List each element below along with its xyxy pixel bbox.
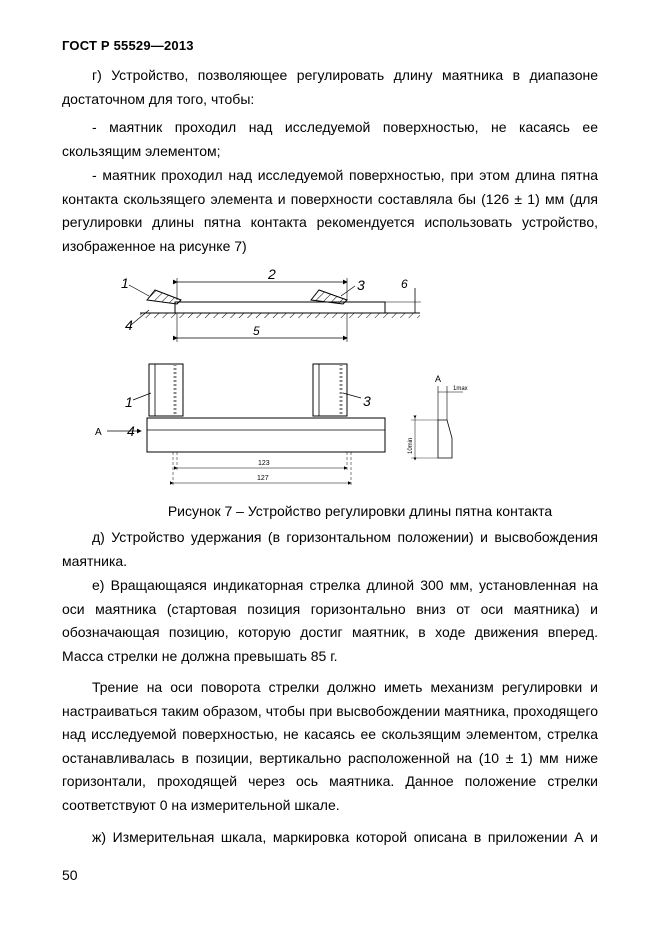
label-4: 4	[125, 317, 133, 333]
figure-caption: Рисунок 7 – Устройство регулировки длины пятна контакта	[167, 503, 553, 519]
plan-label-4: 4	[127, 423, 135, 439]
dim-10min: 10min	[408, 437, 414, 454]
label-1: 1	[121, 275, 129, 291]
paragraph-dash-1: - маятник проходил над исследуемой поверхностью, не касаясь ее скользящим элементом;	[62, 119, 598, 159]
paragraph-d: д) Устройство удержания (в горизонтальном положении) и высвобождения маятника.	[62, 529, 598, 569]
figure-7	[85, 268, 535, 498]
label-6: 6	[401, 277, 408, 291]
dim-123: 123	[258, 460, 270, 467]
plan-label-3: 3	[363, 393, 371, 409]
slider-profile	[438, 420, 452, 458]
paragraph-e: е) Вращающаяся индикаторная стрелка длиной 300 мм, установленная на оси маятника (стартовая позиция горизонтально вниз от оси маятника) и обозначающая позицию, которую достиг маятник, в ходе движения вперед. Масса стрелки не должна превышать 85 г.	[62, 577, 598, 664]
paragraph-friction: Трение на оси поворота стрелки должно иметь механизм регулировки и настраиваться таким образом, чтобы при высвобождении маятника, проходящего над исследуемой поверхностью, не касаясь ее скользящим элементом, стрелка останавливалась в позиции, вертикально расположенной на (10 ± 1) мм ниже горизонтали, проходящей через ось маятника. Данное положение стрелки соответствуют 0 на измерительной шкале.	[62, 679, 598, 813]
label-5: 5	[253, 324, 260, 338]
dim-127: 127	[257, 475, 269, 482]
plan-label-1: 1	[125, 394, 133, 410]
dim-1max: 1max	[453, 386, 468, 392]
post-left	[149, 364, 183, 416]
detail-label-a: А	[435, 374, 442, 384]
plate-side	[175, 302, 385, 313]
page-number: 50	[62, 867, 78, 883]
detail-view-a	[408, 374, 468, 460]
paragraph-dash-2: - маятник проходил над исследуемой поверхностью, при этом длина пятна контакта скользящего элемента и поверхности составляла бы (126 ± 1) мм (для регулировки длины пятна контакта рекомендуется использовать устройство, изображенное на рисунке 7)	[62, 167, 598, 254]
side-view	[121, 268, 421, 342]
label-3: 3	[357, 277, 365, 293]
label-2: 2	[268, 268, 276, 282]
view-arrow-a: А	[95, 427, 102, 438]
paragraph-g: г) Устройство, позволяющее регулировать длину маятника в диапазоне достаточном для того, чтобы:	[62, 67, 598, 107]
paragraph-zh: ж) Измерительная шкала, маркировка которой описана в приложении А и	[92, 829, 598, 845]
document-header: ГОСТ Р 55529—2013	[62, 38, 194, 53]
plan-view	[95, 364, 385, 487]
slider-left	[147, 290, 181, 304]
ground-hatch	[140, 313, 420, 318]
base-bar	[147, 418, 385, 452]
